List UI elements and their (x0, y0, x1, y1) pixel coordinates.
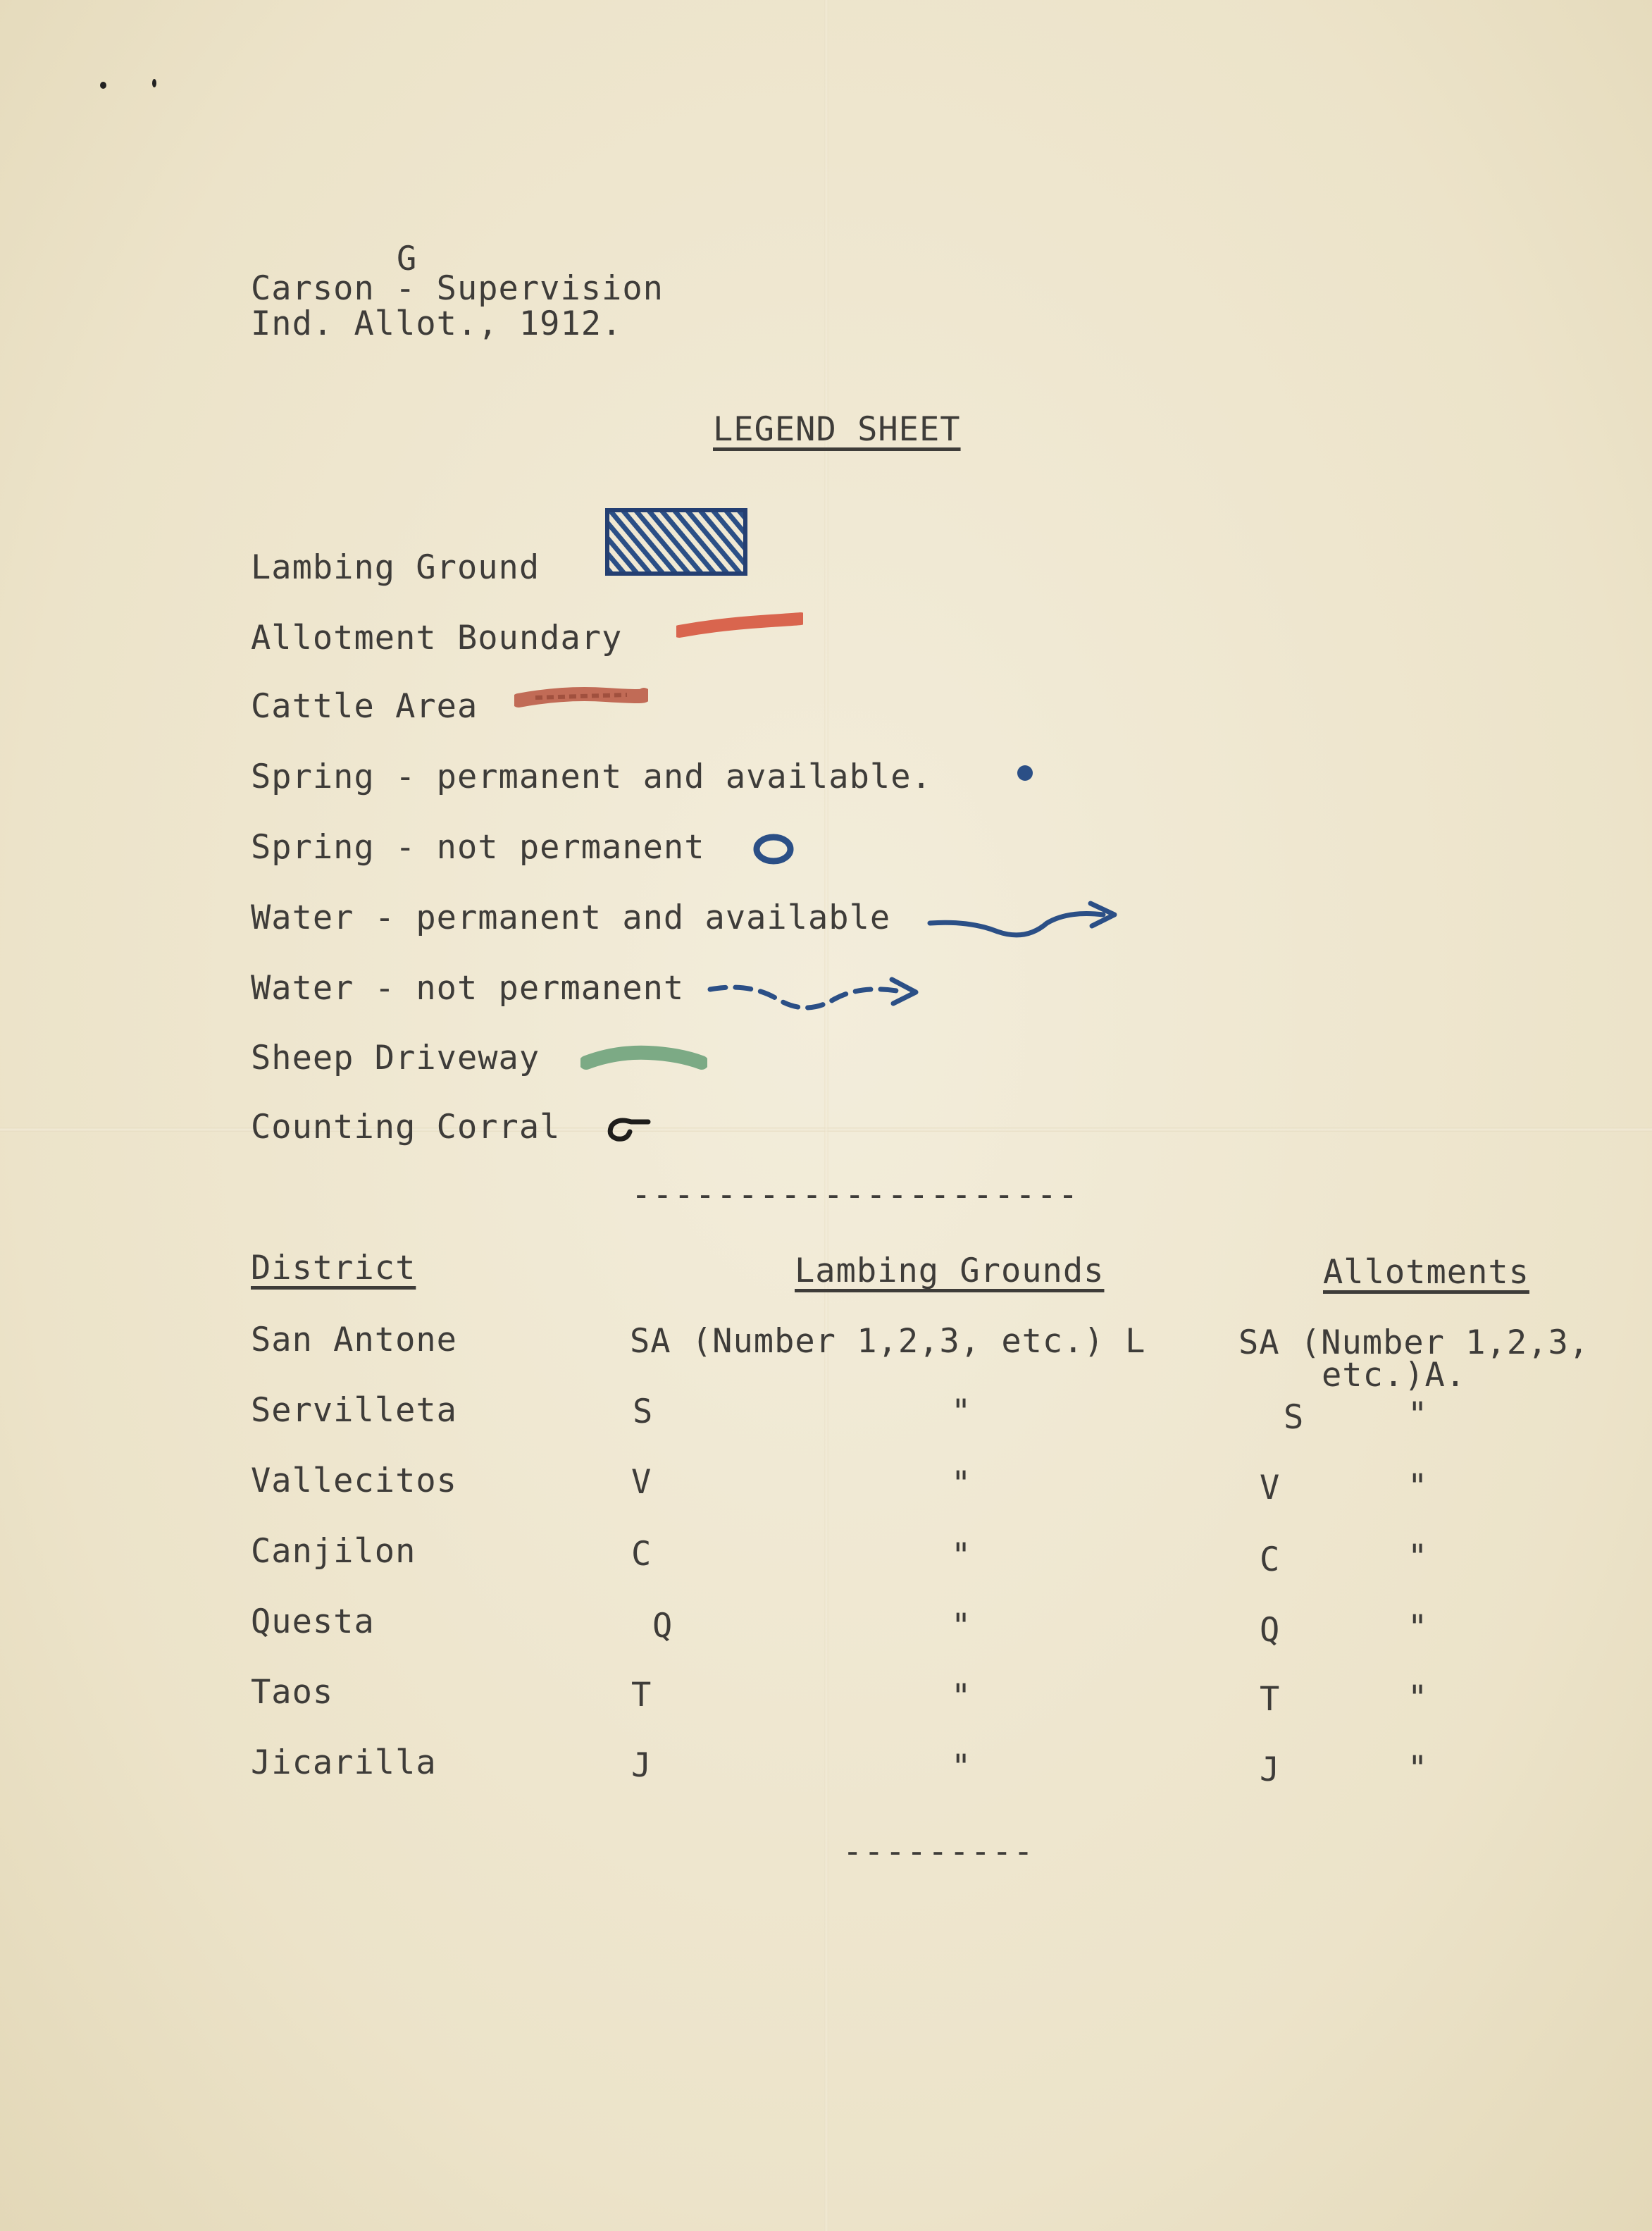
allotment-code: V (1260, 1469, 1281, 1507)
allotment-code: C (1260, 1540, 1281, 1579)
separator-line-end: --------- (843, 1832, 1035, 1871)
ditto-mark: " (951, 1392, 972, 1431)
legend-label-cattle-area: Cattle Area (251, 687, 478, 726)
legend-label-allotment-boundary: Allotment Boundary (251, 619, 623, 657)
allotment-code: S (1284, 1398, 1305, 1437)
ditto-mark: " (951, 1536, 972, 1575)
legend-label-sheep-driveway: Sheep Driveway (251, 1039, 540, 1077)
district-name: Canjilon (251, 1532, 416, 1571)
allotment-code: J (1260, 1750, 1281, 1789)
red-brown-band-icon (514, 682, 648, 713)
lambing-code: V (631, 1463, 652, 1502)
district-name: Questa (251, 1602, 375, 1641)
green-wavy-band-icon (580, 1037, 707, 1077)
ditto-mark: " (951, 1677, 972, 1716)
ditto-mark: " (951, 1464, 972, 1503)
ditto-mark: " (1408, 1608, 1429, 1647)
ditto-mark: " (1408, 1679, 1429, 1717)
red-line-icon (676, 610, 803, 641)
blue-dot-icon (1014, 762, 1036, 784)
ditto-mark: " (1408, 1538, 1429, 1576)
district-name: Vallecitos (251, 1461, 457, 1500)
legend-label-spring-permanent: Spring - permanent and available. (251, 758, 932, 796)
legend-label-lambing-ground: Lambing Ground (251, 548, 540, 587)
lambing-code: C (631, 1535, 652, 1574)
ditto-mark: " (1408, 1467, 1429, 1506)
separator-line: --------------------- (631, 1175, 1080, 1214)
legend-label-water-not-permanent: Water - not permanent (251, 969, 685, 1008)
ditto-mark: " (1408, 1395, 1429, 1434)
blue-wavy-arrow-icon (927, 895, 1124, 944)
district-name: San Antone (251, 1321, 457, 1359)
ditto-mark: " (1408, 1749, 1429, 1788)
column-header-lambing-grounds: Lambing Grounds (795, 1252, 1105, 1290)
column-header-allotments: Allotments (1323, 1253, 1529, 1292)
blue-ring-icon (751, 832, 796, 867)
ditto-mark: " (951, 1607, 972, 1645)
corral-hook-icon (603, 1115, 652, 1146)
blue-dashed-wavy-arrow-icon (707, 968, 926, 1025)
column-header-district: District (251, 1249, 416, 1287)
allotment-code: T (1260, 1680, 1281, 1719)
allotment-code: Q (1260, 1611, 1281, 1650)
ditto-mark: " (951, 1748, 972, 1786)
ink-speck (100, 82, 106, 89)
allotment-code: SA (Number 1,2,3, (1238, 1323, 1590, 1362)
allotment-code-continued: etc.)A. (1322, 1356, 1467, 1395)
district-name: Servilleta (251, 1391, 457, 1430)
lambing-code: Q (652, 1607, 673, 1645)
page-title: LEGEND SHEET (713, 410, 961, 449)
header-line-2: Ind. Allot., 1912. (251, 304, 623, 343)
lambing-code: T (631, 1676, 652, 1714)
header-line-1: Carson - Supervision (251, 269, 664, 308)
legend-label-counting-corral: Counting Corral (251, 1108, 561, 1147)
district-name: Jicarilla (251, 1743, 437, 1782)
lambing-code: S (633, 1392, 654, 1431)
lambing-code: J (631, 1746, 652, 1785)
paper-fold-vertical (824, 0, 828, 2231)
lambing-code: SA (Number 1,2,3, etc.) L (630, 1322, 1146, 1361)
legend-label-spring-not-permanent: Spring - not permanent (251, 828, 705, 867)
district-name: Taos (251, 1673, 334, 1712)
blue-hatched-rectangle-icon (603, 506, 751, 579)
legend-label-water-permanent: Water - permanent and available (251, 898, 891, 937)
ink-speck (152, 79, 156, 87)
file-code: G (397, 240, 418, 278)
